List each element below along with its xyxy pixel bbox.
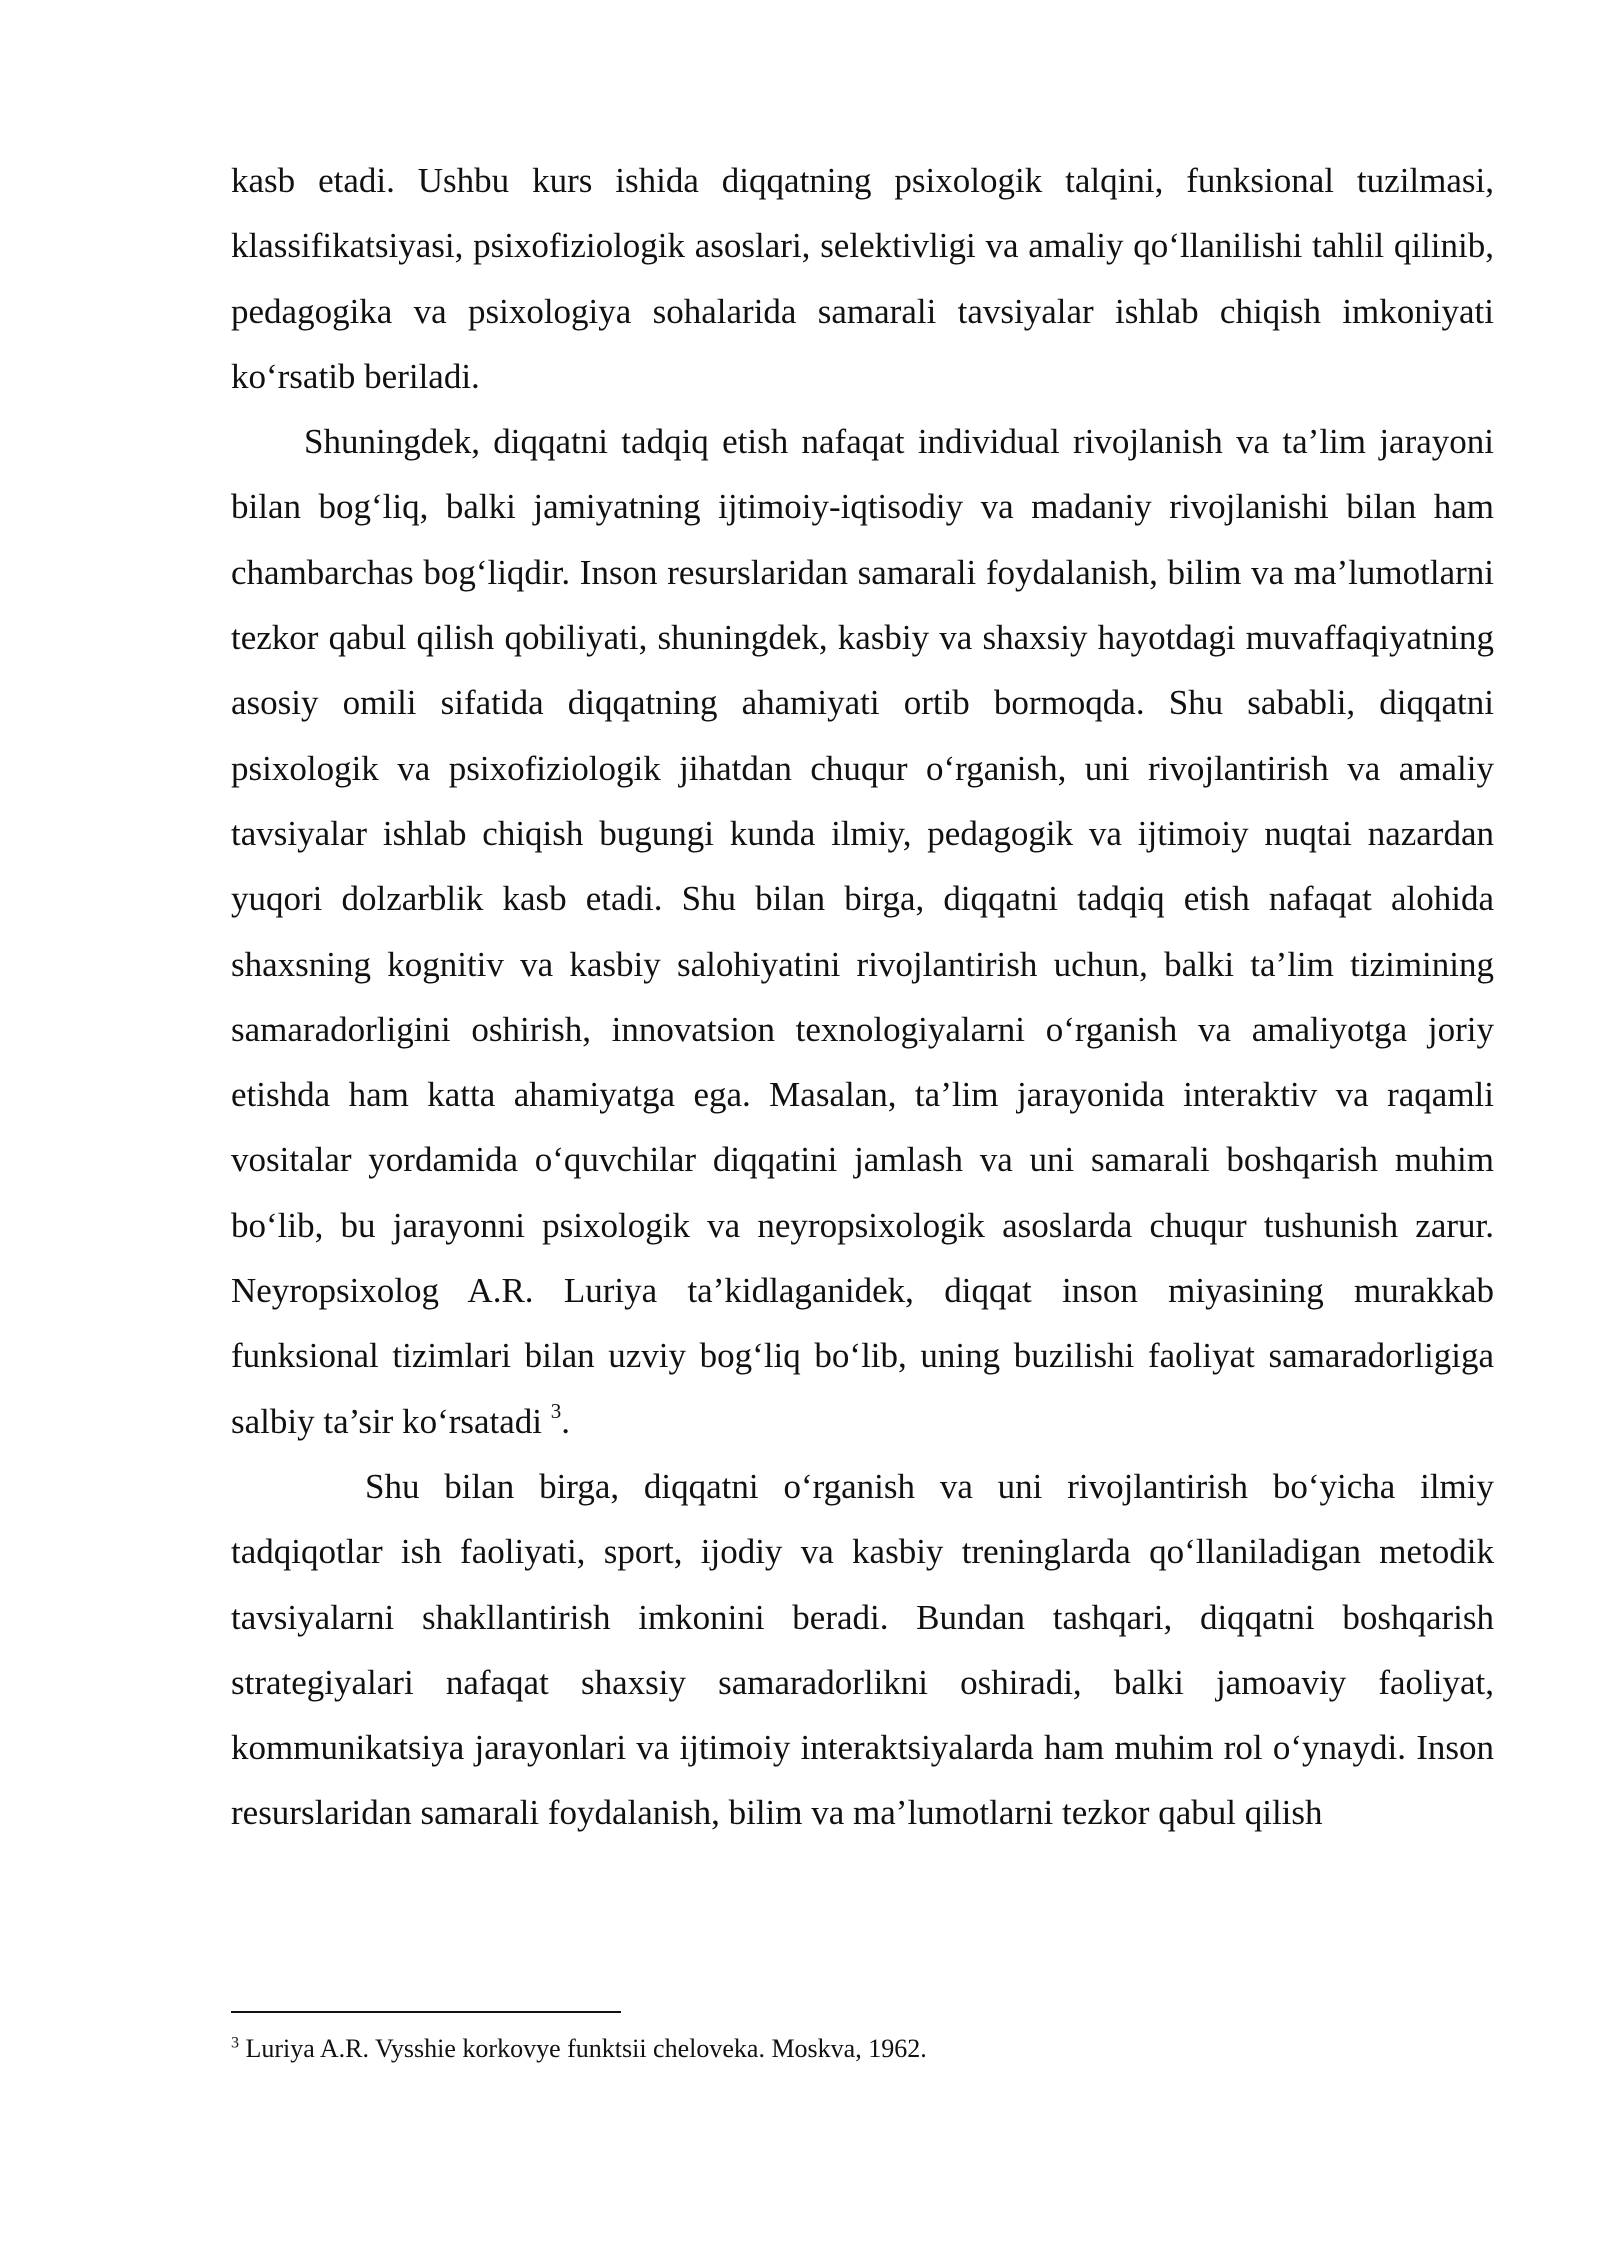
- paragraph-2: [231, 409, 1494, 1454]
- paragraph-1: kasb etadi. Ushbu kurs ishida diqqatning psixologik talqini, funksional tuzilmasi, klassifikatsiyasi, psixofiziologik asoslari, selektivligi va amaliy qo‘llanilishi tahlil qilinib, pedagogika va psixologiya sohalarida samarali tavsiyalar ishlab chiqish imkoniyati ko‘rsatib beriladi.: [231, 161, 1494, 396]
- footnote: [231, 2030, 1494, 2068]
- footnote-text: Luriya A.R. Vysshie korkovye funktsii cheloveka. Moskva, 1962.: [245, 2034, 927, 2063]
- footnote-number: 3: [231, 2034, 239, 2052]
- paragraph-2-text: Shuningdek, diqqatni tadqiq etish nafaqat individual rivojlanish va ta’lim jarayoni bilan bog‘liq, balki jamiyatning ijtimoiy-iqtisodiy va madaniy rivojlanishi bilan ham chambarchas bog‘liqdir. Inson resurslaridan samarali foydalanish, bilim va ma’lumotlarni tezkor qabul qilish qobiliyati, shuningdek, kasbiy va shaxsiy hayotdagi muvaffaqiyatning asosiy omili sifatida diqqatning ahamiyati ortib bormoqda. Shu sababli, diqqatni psixologik va psixofiziologik jihatdan chuqur o‘rganish, uni rivojlantirish va amaliy tavsiyalar ishlab chiqish bugungi kunda ilmiy, pedagogik va ijtimoiy nuqtai nazardan yuqori dolzarblik kasb etadi. Shu bilan birga, diqqatni tadqiq etish nafaqat alohida shaxsning kognitiv va kasbiy salohiyatini rivojlantirish uchun, balki ta’lim tizimining samaradorligini oshirish, innovatsion texnologiyalarni o‘rganish va amaliyotga joriy etishda ham katta ahamiyatga ega. Masalan, ta’lim jarayonida interaktiv va raqamli vositalar yordamida o‘quvchilar diqqatini jamlash va uni samarali boshqarish muhim bo‘lib, bu jarayonni psixologik va neyropsixologik asoslarda chuqur tushunish zarur. Neyropsixolog A.R. Luriya ta’kidlaganidek, diqqat inson miyasining murakkab funksional tizimlari bilan uzviy bog‘liq bo‘lib, uning buzilishi faoliyat samaradorligiga salbiy ta’sir ko‘rsatadi: [231, 422, 1494, 1441]
- footnote-ref-trailer: .: [561, 1401, 571, 1441]
- footnote-separator: [231, 2011, 621, 2013]
- body-text: [231, 148, 1494, 1846]
- footnote-reference[interactable]: 3: [550, 1398, 562, 1423]
- paragraph-3: Shu bilan birga, diqqatni o‘rganish va uni rivojlantirish bo‘yicha ilmiy tadqiqotlar ish faoliyati, sport, ijodiy va kasbiy treninglarda qo‘llaniladigan metodik tavsiyalarni shakllantirish imkonini beradi. Bundan tashqari, diqqatni boshqarish strategiyalari nafaqat shaxsiy samaradorlikni oshiradi, balki jamoaviy faoliyat, kommunikatsiya jarayonlari va ijtimoiy interaktsiyalarda ham muhim rol o‘ynaydi. Inson resurslaridan samarali foydalanish, bilim va ma’lumotlarni tezkor qabul qilish: [231, 1466, 1494, 1833]
